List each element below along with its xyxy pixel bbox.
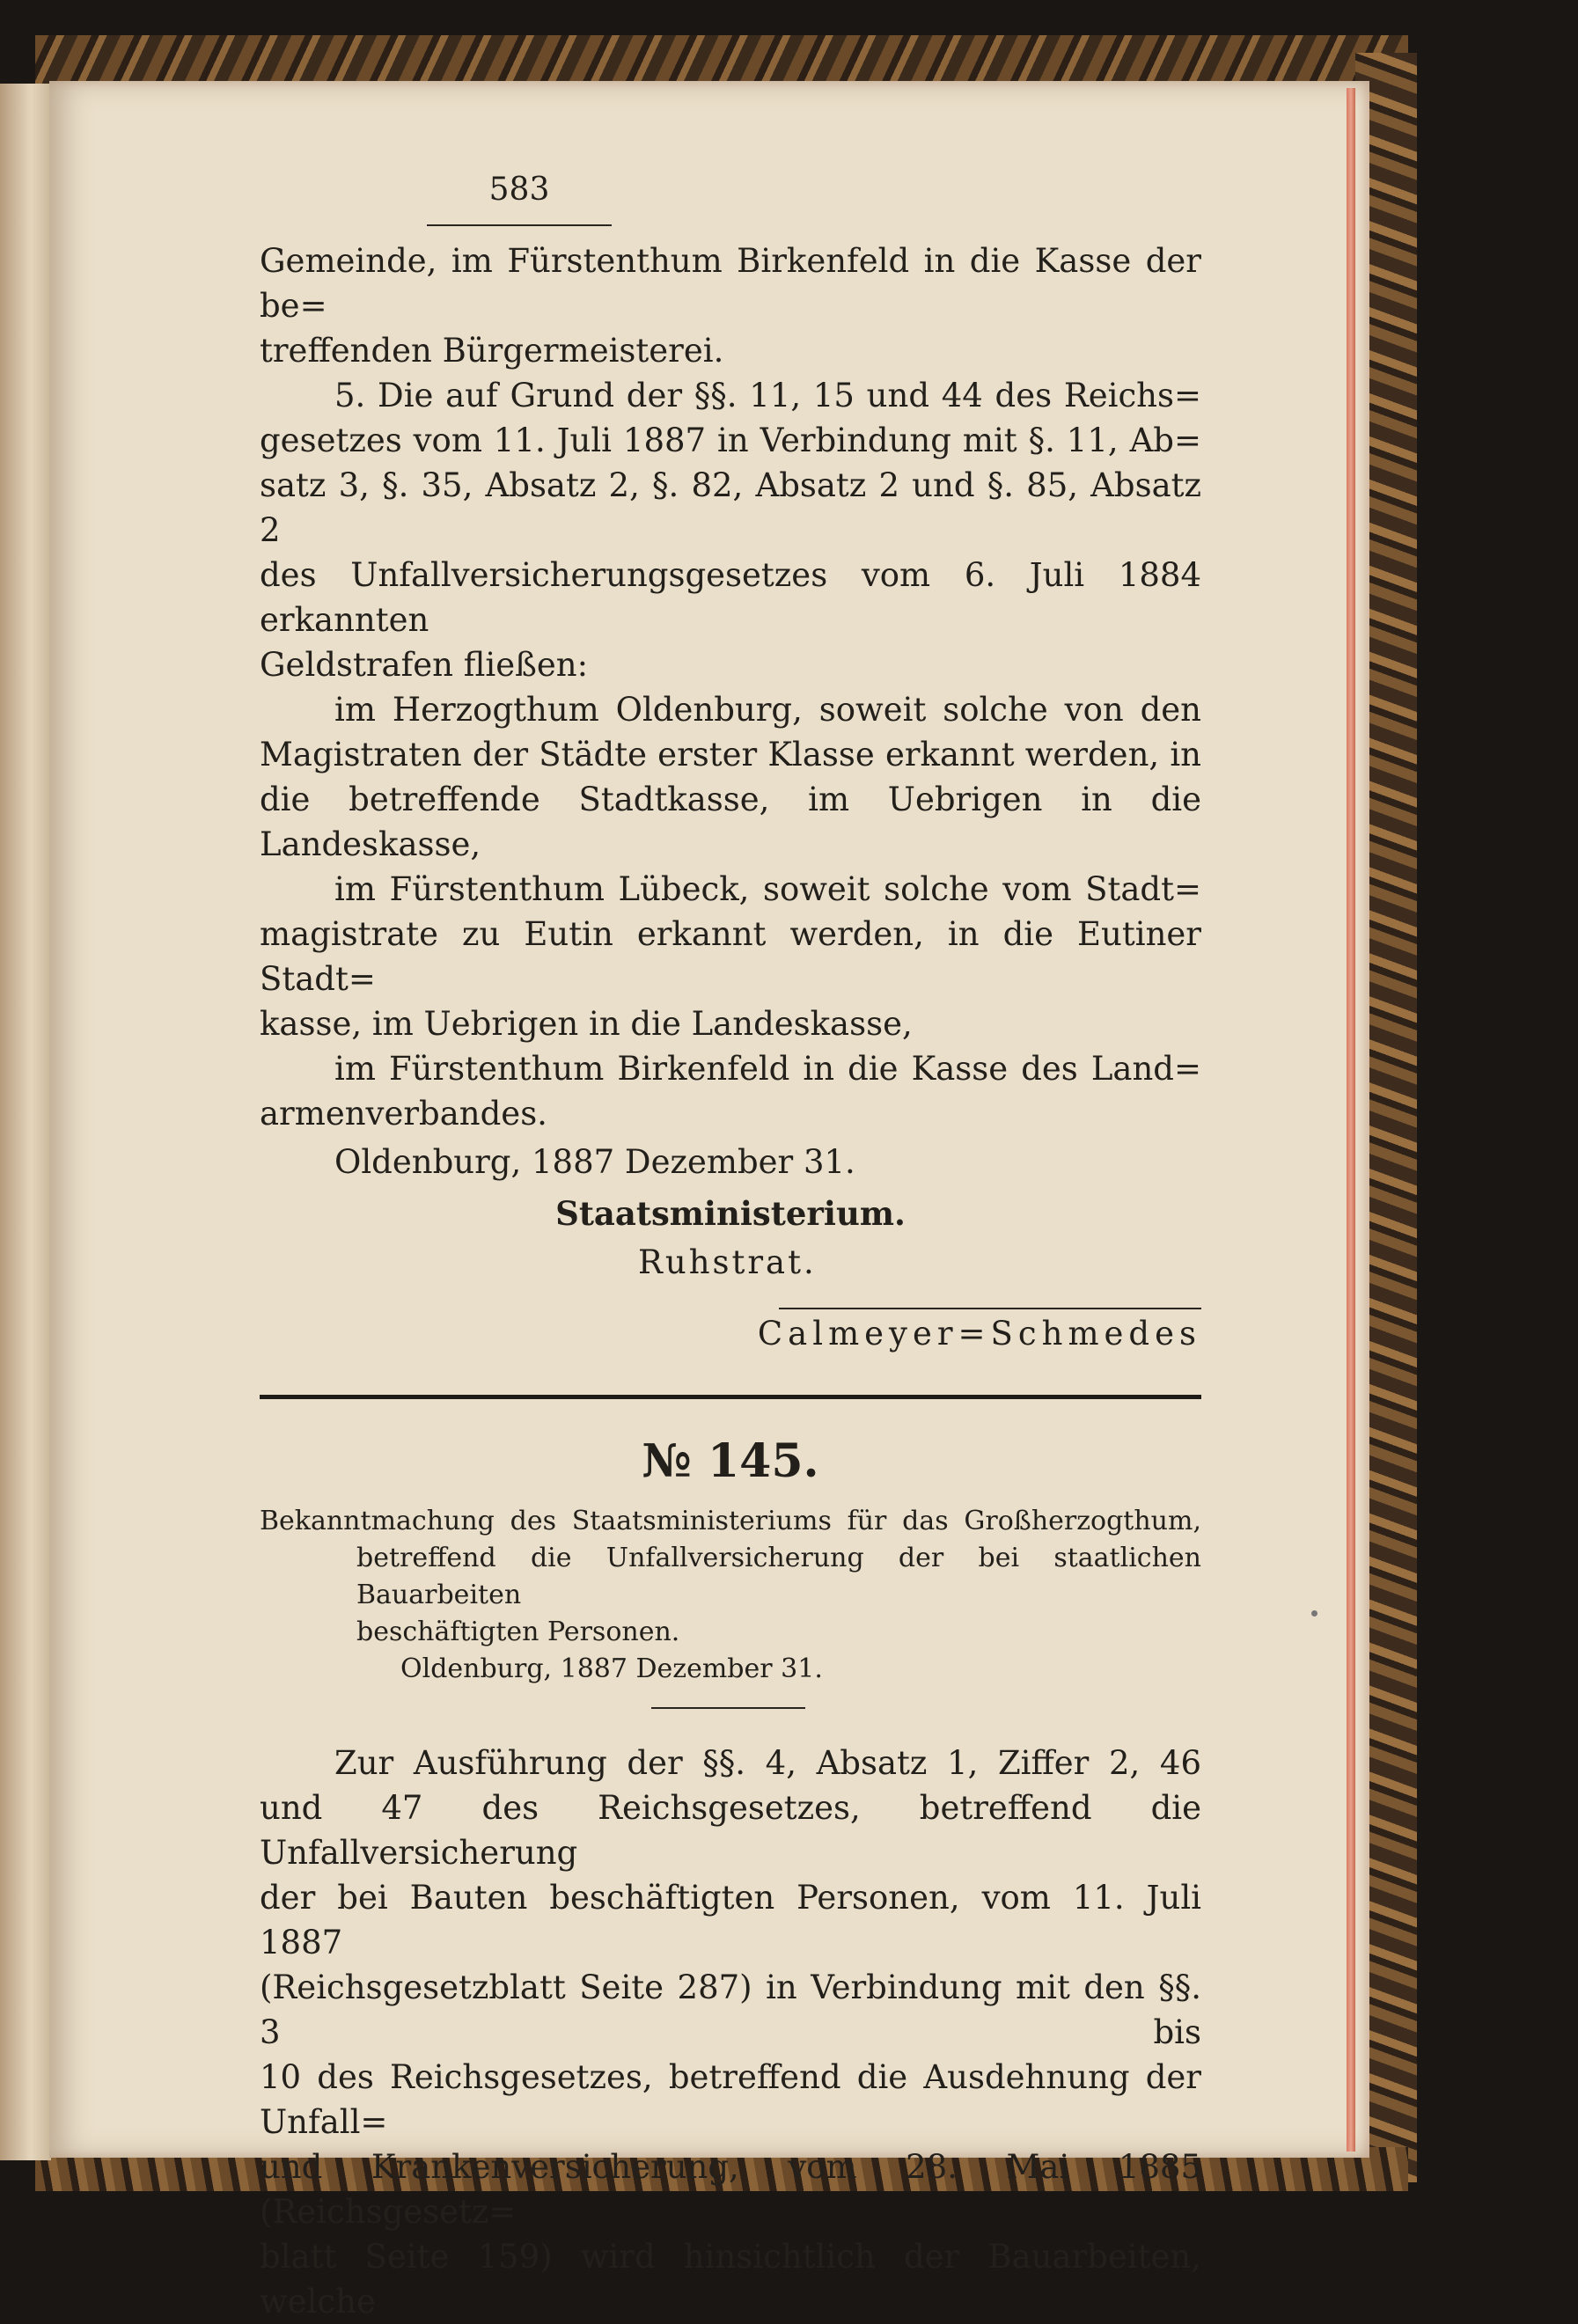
text-line: im Fürstenthum Lübeck, soweit solche vom Stadt= (334, 870, 1201, 908)
signature-ruhstrat: Ruhstrat. (638, 1243, 817, 1281)
left-page-edge (0, 84, 51, 2160)
text-line: (Reichsgesetzblatt Seite 287) in Verbindung mit den §§. 3 bis (260, 1968, 1201, 2051)
text-line: magistrate zu Eutin erkannt werden, in die Eutiner Stadt= (260, 915, 1201, 998)
signature-rule (779, 1308, 1201, 1309)
announcement-body (260, 1741, 1201, 2324)
text-line: im Fürstenthum Birkenfeld in die Kasse des Land= (334, 1050, 1201, 1088)
summary-line: beschäftigten Personen. (356, 1617, 680, 1647)
text-line: Zur Ausführung der §§. 4, Absatz 1, Ziffer 2, 46 (334, 1744, 1201, 1782)
red-page-edge (1347, 88, 1355, 2152)
text-line: der bei Bauten beschäftigten Personen, vom 11. Juli 1887 (260, 1879, 1201, 1961)
place-date: Oldenburg, 1887 Dezember 31. (334, 1143, 855, 1181)
section-divider (260, 1395, 1201, 1399)
text-line: armenverbandes. (260, 1095, 547, 1133)
text-line: 10 des Reichsgesetzes, betreffend die Ausdehnung der Unfall= (260, 2058, 1201, 2141)
text-line: 5. Die auf Grund der §§. 11, 15 und 44 des Reichs= (334, 377, 1201, 414)
summary-date: Oldenburg, 1887 Dezember 31. (400, 1653, 823, 1684)
signature-calmeyer: Calmeyer=Schmedes (757, 1315, 1201, 1353)
text-line: die betreffende Stadtkasse, im Uebrigen in die Landeskasse, (260, 781, 1201, 863)
text-line: im Herzogthum Oldenburg, soweit solche von den (334, 691, 1201, 729)
short-rule (651, 1707, 805, 1709)
text-line: kasse, im Uebrigen in die Landeskasse, (260, 1005, 913, 1043)
number-heading: № 145. (642, 1434, 819, 1488)
text-line: gesetzes vom 11. Juli 1887 in Verbindung mit §. 11, Ab= (260, 422, 1201, 459)
announcement-summary (260, 1503, 1201, 1688)
text-line: satz 3, §. 35, Absatz 2, §. 82, Absatz 2 und §. 85, Absatz 2 (260, 466, 1201, 549)
page-content (260, 167, 1201, 2324)
text-line: Geldstrafen fließen: (260, 646, 589, 684)
summary-line: betreffend die Unfallversicherung der bei staatlichen Bauarbeiten (356, 1543, 1201, 1610)
text-line: treffenden Bürgermeisterei. (260, 332, 724, 370)
text-line: und Krankenversicherung, vom 28. Mai 1885 (Reichsgesetz= (260, 2148, 1201, 2231)
ink-speck (1311, 1610, 1317, 1617)
text-line: und 47 des Reichsgesetzes, betreffend die Unfallversicherung (260, 1789, 1201, 1872)
summary-line: Bekanntmachung des Staatsministeriums für das Großherzogthum, (260, 1506, 1201, 1536)
text-line: des Unfallversicherungsgesetzes vom 6. Juli 1884 erkannten (260, 556, 1201, 639)
ministry-signature: Staatsministerium. (555, 1194, 906, 1233)
page-number: 583 (427, 167, 612, 226)
text-line: Gemeinde, im Fürstenthum Birkenfeld in die Kasse der be= (260, 242, 1201, 325)
text-line: blatt Seite 159) wird hinsichtlich der Bauarbeiten, welche (260, 2238, 1201, 2320)
text-line: Magistraten der Städte erster Klasse erkannt werden, in (260, 736, 1201, 773)
